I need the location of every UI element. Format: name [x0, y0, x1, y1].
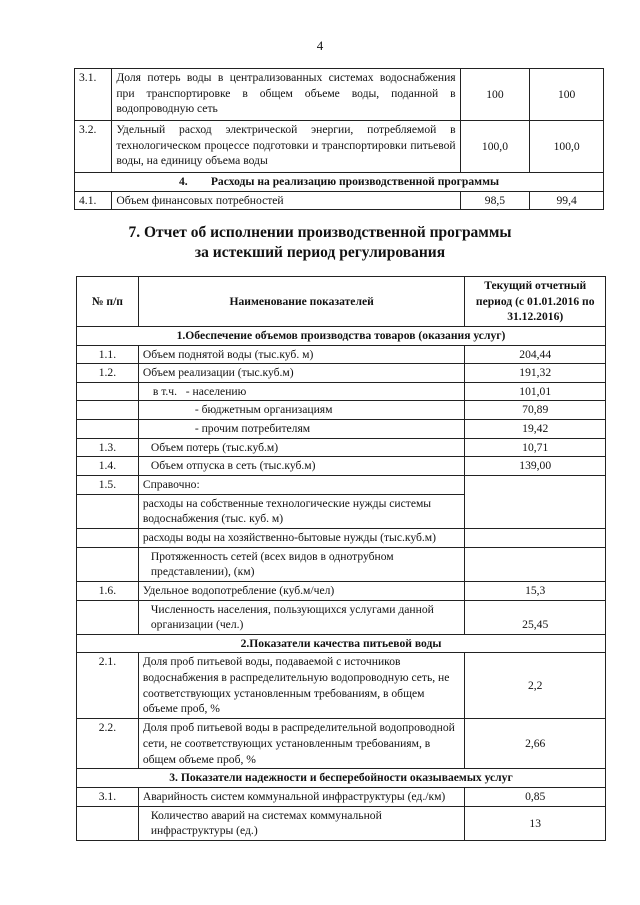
- indicator-name: Доля потерь воды в централизованных системах водоснабжения при транспортировке в общем объеме воды, поданной в водопроводную сеть: [112, 69, 460, 121]
- table-row: [77, 600, 606, 634]
- table-row: [77, 806, 606, 840]
- section-heading: 4. Расходы на реализацию производственной программы: [75, 173, 604, 192]
- table-row: [75, 121, 604, 173]
- program-continuation-table: [74, 68, 604, 210]
- report-table: [76, 276, 606, 841]
- row-number: 1.3.: [77, 438, 139, 457]
- table-row: [77, 364, 606, 383]
- table-row: [77, 581, 606, 600]
- indicator-name: - бюджетным организациям: [138, 401, 465, 420]
- table-row: [75, 191, 604, 210]
- section-row: [77, 634, 606, 653]
- table-row: [77, 653, 606, 719]
- indicator-name: - прочим потребителям: [138, 420, 465, 439]
- indicator-value-fact: 100: [530, 69, 604, 121]
- table-row: [77, 457, 606, 476]
- table-row: [77, 476, 606, 495]
- indicator-value-fact: 100,0: [530, 121, 604, 173]
- indicator-name: расходы на собственные технологические нужды системы водоснабжения (тыс. куб. м): [138, 494, 465, 528]
- indicator-value: 0,85: [465, 788, 606, 807]
- indicator-value-plan: 98,5: [460, 191, 530, 210]
- table-row: [77, 528, 606, 547]
- row-number: 4.1.: [75, 191, 112, 210]
- table-row: [77, 788, 606, 807]
- section-row: [77, 769, 606, 788]
- page-number: 4: [316, 38, 324, 53]
- row-number: 1.5.: [77, 476, 139, 495]
- table-row: [77, 438, 606, 457]
- table-row: [77, 719, 606, 769]
- indicator-value: 13: [465, 806, 606, 840]
- indicator-name: Справочно:: [138, 476, 465, 495]
- indicator-name: Численность населения, пользующихся услугами данной организации (чел.): [138, 600, 465, 634]
- header-name: Наименование показателей: [138, 277, 465, 327]
- indicator-value: 204,44: [465, 345, 606, 364]
- section-heading: 1.Обеспечение объемов производства товаров (оказания услуг): [77, 326, 606, 345]
- row-number: 1.4.: [77, 457, 139, 476]
- indicator-name: Объем потерь (тыс.куб.м): [138, 438, 465, 457]
- indicator-name: Объем реализации (тыс.куб.м): [138, 364, 465, 383]
- indicator-name: Объем финансовых потребностей: [112, 191, 460, 210]
- header-number: № п/п: [77, 277, 139, 327]
- section-heading: 2.Показатели качества питьевой воды: [77, 634, 606, 653]
- table-row: [75, 69, 604, 121]
- indicator-value: 19,42: [465, 420, 606, 439]
- indicator-name: Объем отпуска в сеть (тыс.куб.м): [138, 457, 465, 476]
- table-row: [77, 382, 606, 401]
- indicator-value-fact: 99,4: [530, 191, 604, 210]
- table-row: [77, 420, 606, 439]
- table-row: [77, 547, 606, 581]
- section-heading: 3. Показатели надежности и бесперебойности оказываемых услуг: [77, 769, 606, 788]
- indicator-name: Удельное водопотребление (куб.м/чел): [138, 581, 465, 600]
- row-number: 3.2.: [75, 121, 112, 173]
- row-number: 3.1.: [75, 69, 112, 121]
- table-row: [77, 345, 606, 364]
- indicator-name: Удельный расход электрической энергии, потребляемой в технологическом процессе подготовки и транспортировки питьевой воды, на единицу объема воды: [112, 121, 460, 173]
- table-row: [77, 401, 606, 420]
- indicator-value: 70,89: [465, 401, 606, 420]
- report-title-line2: за истекший период регулирования: [194, 244, 446, 262]
- indicator-value: 139,00: [465, 457, 606, 476]
- indicator-value: 10,71: [465, 438, 606, 457]
- indicator-name: в т.ч. - населению: [138, 382, 465, 401]
- indicator-value: 2,66: [465, 719, 606, 769]
- section-row: [77, 326, 606, 345]
- indicator-name: Объем поднятой воды (тыс.куб. м): [138, 345, 465, 364]
- report-title-line1: 7. Отчет об исполнении производственной программы: [128, 224, 512, 241]
- indicator-value-plan: 100,0: [460, 121, 530, 173]
- row-number: 2.2.: [77, 719, 139, 769]
- table-header-row: [77, 277, 606, 327]
- indicator-value: 15,3: [465, 581, 606, 600]
- row-number: 3.1.: [77, 788, 139, 807]
- section-row: [75, 173, 604, 192]
- indicator-value-plan: 100: [460, 69, 530, 121]
- indicator-name: расходы воды на хозяйственно-бытовые нужды (тыс.куб.м): [138, 528, 465, 547]
- indicator-value: 2,2: [465, 653, 606, 719]
- indicator-value: 191,32: [465, 364, 606, 383]
- row-number: 1.2.: [77, 364, 139, 383]
- row-number: 2.1.: [77, 653, 139, 719]
- indicator-name: Доля проб питьевой воды, подаваемой с источников водоснабжения в распределительную водопроводную сеть, не соответствующих установленным требованиям, в общем объеме проб, %: [138, 653, 465, 719]
- indicator-name: Доля проб питьевой воды в распределительной водопроводной сети, не соответствующих установленным требованиям, в общем объеме проб, %: [138, 719, 465, 769]
- indicator-name: Аварийность систем коммунальной инфраструктуры (ед./км): [138, 788, 465, 807]
- indicator-value: 25,45: [465, 600, 606, 634]
- row-number: 1.1.: [77, 345, 139, 364]
- header-period: Текущий отчетный период (с 01.01.2016 по 31.12.2016): [465, 277, 606, 327]
- indicator-name: Протяженность сетей (всех видов в однотрубном представлении), (км): [138, 547, 465, 581]
- indicator-name: Количество аварий на системах коммунальной инфраструктуры (ед.): [138, 806, 465, 840]
- indicator-value: 101,01: [465, 382, 606, 401]
- row-number: 1.6.: [77, 581, 139, 600]
- report-title: [0, 223, 640, 263]
